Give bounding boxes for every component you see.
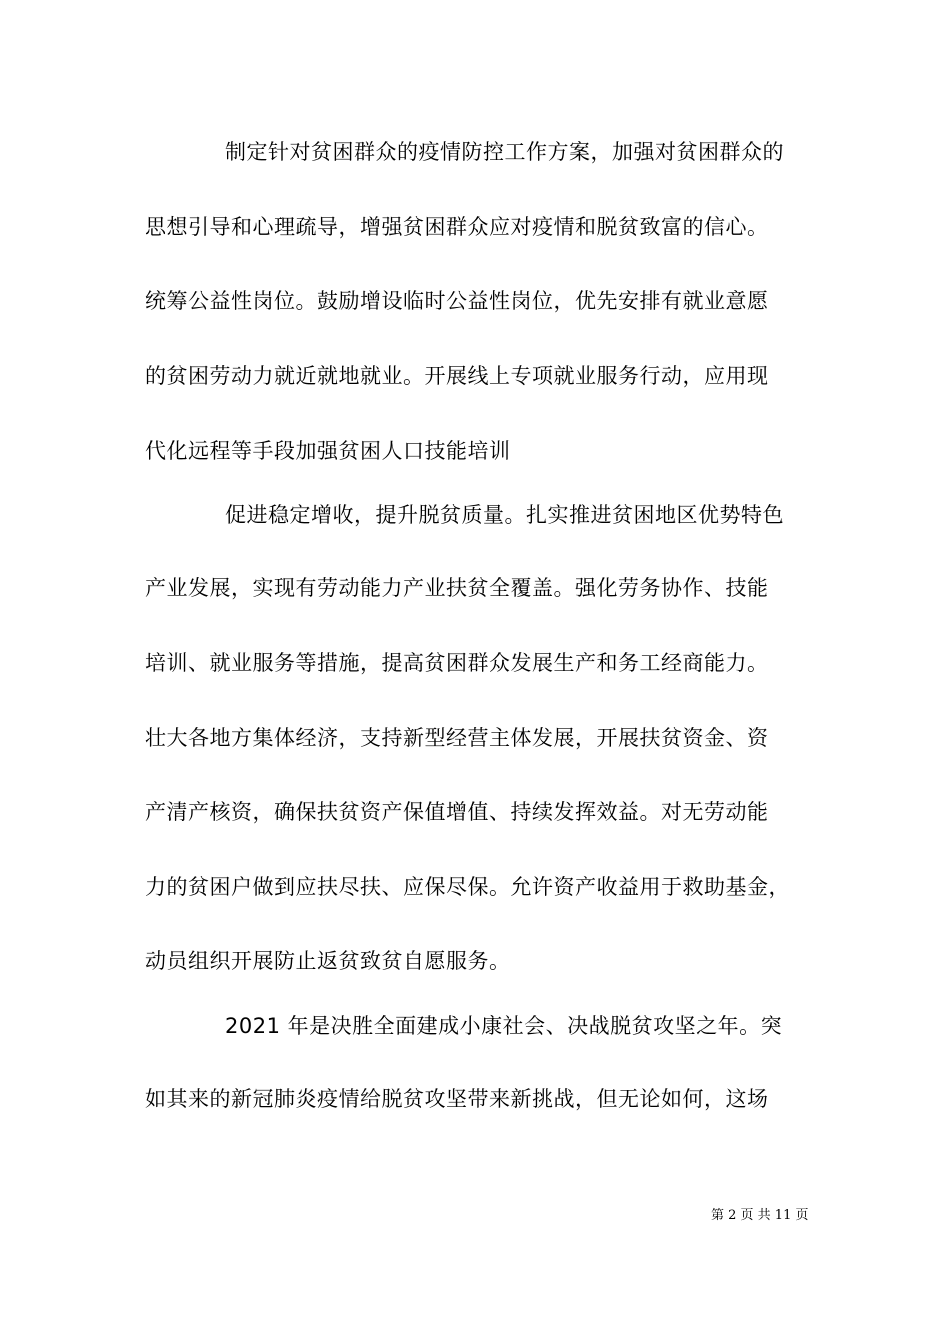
page-number: 第 2 页 共 11 页 xyxy=(711,1208,809,1223)
text-line: 代化远程等手段加强贫困人口技能培训 xyxy=(145,439,511,463)
text-line: 力的贫困户做到应扶尽扶、应保尽保。允许资产收益用于救助基金， xyxy=(145,875,790,899)
text-line: 动员组织开展防止返贫致贫自愿服务。 xyxy=(145,949,511,973)
text-line: 思想引导和心理疏导，增强贫困群众应对疫情和脱贫致富的信心。 xyxy=(145,215,769,239)
text-line: 如其来的新冠肺炎疫情给脱贫攻坚带来新挑战，但无论如何，这场 xyxy=(145,1087,769,1111)
text-line: 产业发展，实现有劳动能力产业扶贫全覆盖。强化劳务协作、技能 xyxy=(145,576,769,600)
text-line: 统筹公益性岗位。鼓励增设临时公益性岗位，优先安排有就业意愿 xyxy=(145,289,769,313)
text-line: 培训、就业服务等措施，提高贫困群众发展生产和务工经商能力。 xyxy=(145,651,769,675)
text-line: 产清产核资，确保扶贫资产保值增值、持续发挥效益。对无劳动能 xyxy=(145,800,769,824)
text-line: 制定针对贫困群众的疫情防控工作方案，加强对贫困群众的 xyxy=(225,140,784,164)
text-line: 2021 年是决胜全面建成小康社会、决战脱贫攻坚之年。突 xyxy=(225,1014,783,1038)
text-line: 促进稳定增收，提升脱贫质量。扎实推进贫困地区优势特色 xyxy=(225,503,784,527)
text-line: 的贫困劳动力就近就地就业。开展线上专项就业服务行动，应用现 xyxy=(145,364,769,388)
text-line: 壮大各地方集体经济，支持新型经营主体发展，开展扶贫资金、资 xyxy=(145,726,769,750)
